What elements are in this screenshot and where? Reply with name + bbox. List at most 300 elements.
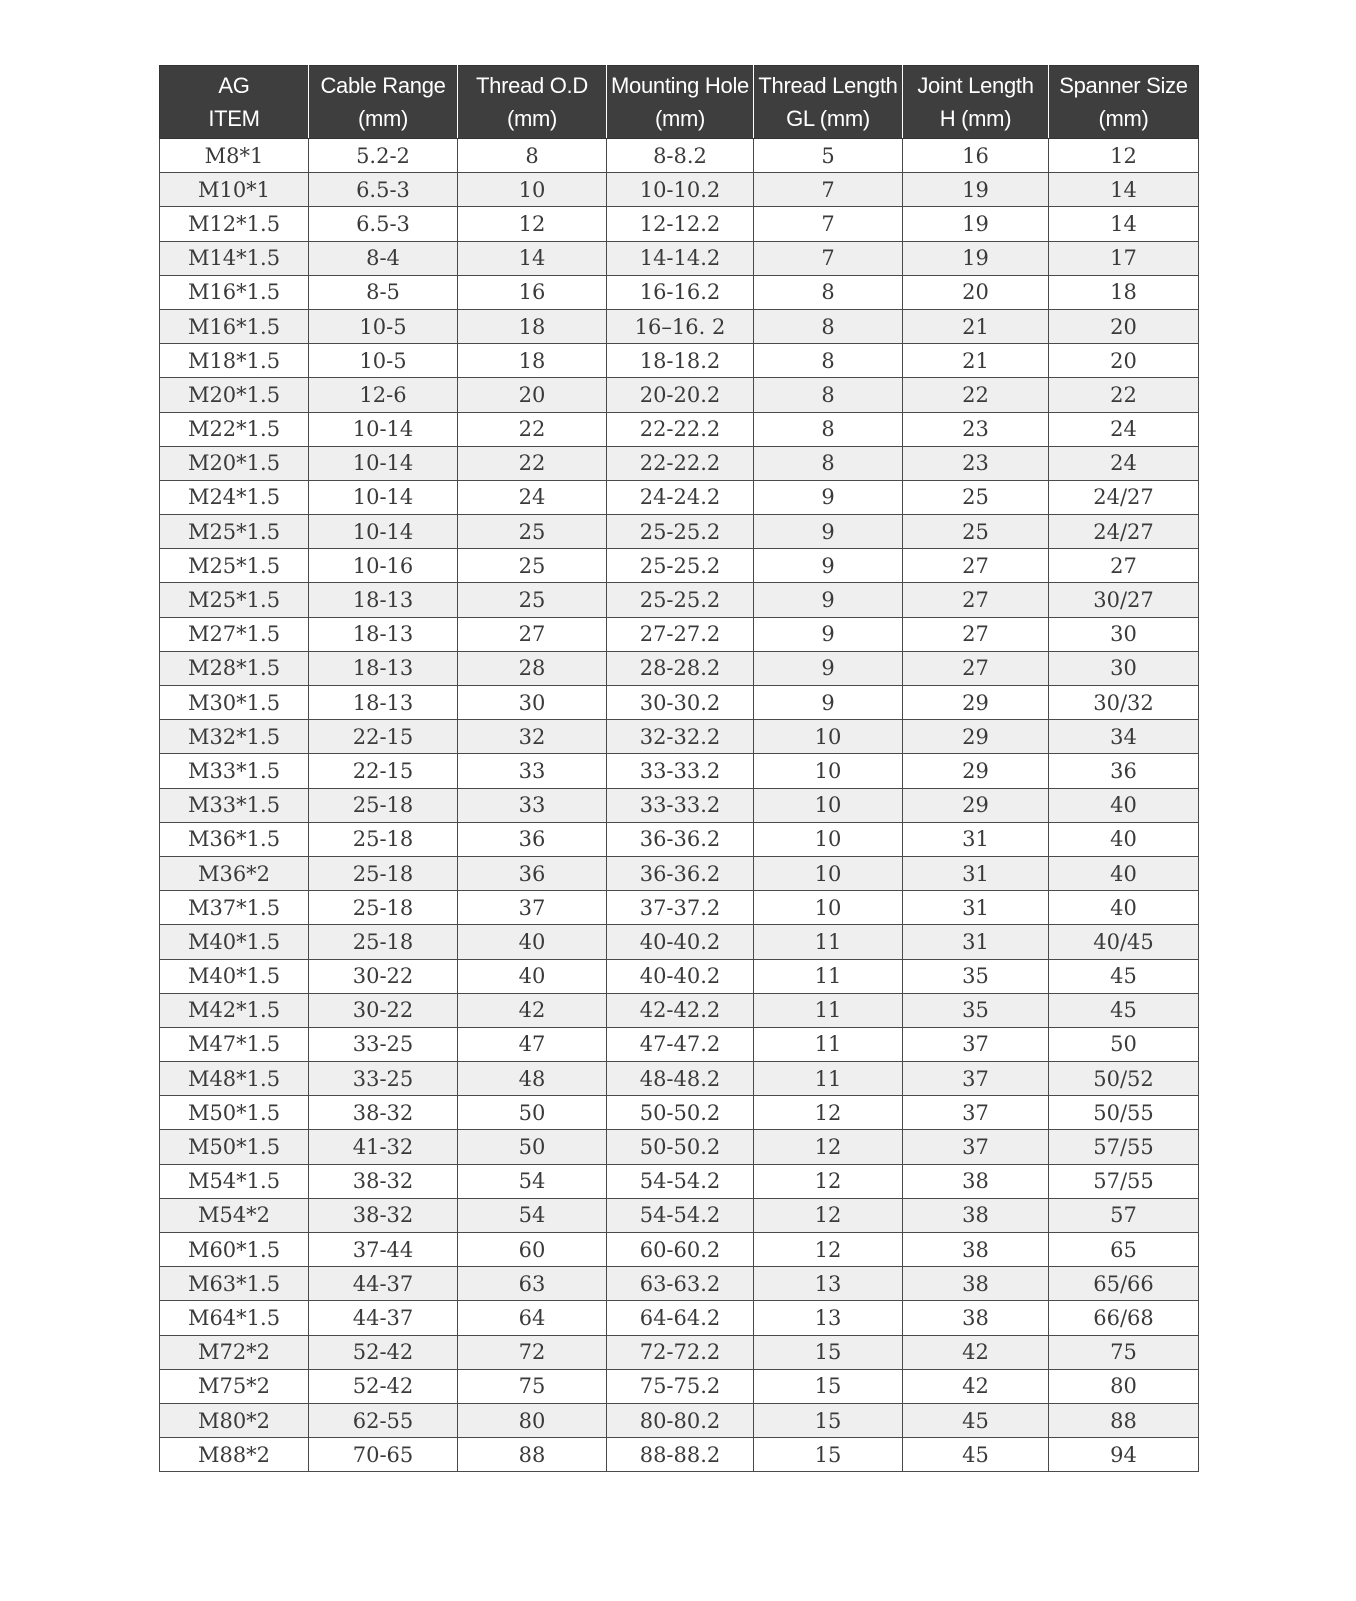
table-cell-joint-length: 29 bbox=[903, 788, 1049, 822]
column-header-line: Cable Range bbox=[320, 73, 446, 98]
table-cell-thread-od: 88 bbox=[458, 1438, 607, 1472]
table-cell-mounting-hole: 16–16. 2 bbox=[607, 309, 754, 343]
table-cell-joint-length: 35 bbox=[903, 993, 1049, 1027]
table-cell-cable-range: 8-5 bbox=[309, 275, 458, 309]
table-cell-joint-length: 19 bbox=[903, 173, 1049, 207]
table-cell-mounting-hole: 50-50.2 bbox=[607, 1130, 754, 1164]
table-cell-spanner-size: 30/32 bbox=[1049, 686, 1199, 720]
table-cell-thread-length: 11 bbox=[754, 925, 903, 959]
table-cell-item: M75*2 bbox=[160, 1369, 309, 1403]
table-cell-thread-length: 12 bbox=[754, 1233, 903, 1267]
table-cell-mounting-hole: 33-33.2 bbox=[607, 754, 754, 788]
table-cell-joint-length: 45 bbox=[903, 1438, 1049, 1472]
table-row bbox=[160, 1027, 1199, 1061]
table-cell-thread-od: 12 bbox=[458, 207, 607, 241]
table-cell-cable-range: 10-16 bbox=[309, 549, 458, 583]
table-cell-cable-range: 18-13 bbox=[309, 686, 458, 720]
column-header-spanner-size bbox=[1049, 66, 1199, 139]
table-cell-cable-range: 33-25 bbox=[309, 1027, 458, 1061]
table-cell-joint-length: 37 bbox=[903, 1062, 1049, 1096]
table-body bbox=[160, 139, 1199, 1472]
table-row bbox=[160, 344, 1199, 378]
table-cell-item: M54*1.5 bbox=[160, 1164, 309, 1198]
table-cell-cable-range: 41-32 bbox=[309, 1130, 458, 1164]
table-cell-thread-length: 9 bbox=[754, 651, 903, 685]
table-cell-joint-length: 25 bbox=[903, 515, 1049, 549]
table-cell-spanner-size: 30 bbox=[1049, 651, 1199, 685]
table-cell-joint-length: 29 bbox=[903, 686, 1049, 720]
table-cell-thread-length: 8 bbox=[754, 275, 903, 309]
table-cell-joint-length: 23 bbox=[903, 412, 1049, 446]
table-cell-cable-range: 12-6 bbox=[309, 378, 458, 412]
table-row bbox=[160, 275, 1199, 309]
column-header-line: Thread O.D bbox=[476, 73, 588, 98]
table-cell-thread-od: 22 bbox=[458, 412, 607, 446]
table-row bbox=[160, 1301, 1199, 1335]
table-cell-spanner-size: 17 bbox=[1049, 241, 1199, 275]
table-cell-cable-range: 8-4 bbox=[309, 241, 458, 275]
table-cell-cable-range: 44-37 bbox=[309, 1301, 458, 1335]
table-cell-mounting-hole: 32-32.2 bbox=[607, 720, 754, 754]
table-cell-item: M32*1.5 bbox=[160, 720, 309, 754]
table-cell-thread-length: 7 bbox=[754, 241, 903, 275]
table-row bbox=[160, 822, 1199, 856]
table-cell-item: M20*1.5 bbox=[160, 446, 309, 480]
table-cell-item: M80*2 bbox=[160, 1403, 309, 1437]
table-cell-cable-range: 25-18 bbox=[309, 891, 458, 925]
table-row bbox=[160, 1403, 1199, 1437]
table-cell-cable-range: 52-42 bbox=[309, 1369, 458, 1403]
table-cell-spanner-size: 40 bbox=[1049, 788, 1199, 822]
table-row bbox=[160, 617, 1199, 651]
table-cell-thread-od: 40 bbox=[458, 925, 607, 959]
column-header-line: ITEM bbox=[208, 106, 260, 131]
table-cell-mounting-hole: 22-22.2 bbox=[607, 446, 754, 480]
table-cell-thread-od: 18 bbox=[458, 309, 607, 343]
table-cell-spanner-size: 12 bbox=[1049, 139, 1199, 173]
table-cell-item: M27*1.5 bbox=[160, 617, 309, 651]
column-header-thread-length bbox=[754, 66, 903, 139]
table-cell-thread-length: 11 bbox=[754, 1062, 903, 1096]
table-cell-thread-od: 10 bbox=[458, 173, 607, 207]
table-cell-cable-range: 30-22 bbox=[309, 993, 458, 1027]
column-header-thread-od bbox=[458, 66, 607, 139]
table-cell-mounting-hole: 22-22.2 bbox=[607, 412, 754, 446]
table-cell-item: M54*2 bbox=[160, 1198, 309, 1232]
table-cell-cable-range: 10-14 bbox=[309, 515, 458, 549]
table-cell-spanner-size: 88 bbox=[1049, 1403, 1199, 1437]
cable-gland-spec-table bbox=[159, 65, 1199, 1472]
table-cell-cable-range: 25-18 bbox=[309, 822, 458, 856]
table-row bbox=[160, 1164, 1199, 1198]
table-cell-joint-length: 29 bbox=[903, 720, 1049, 754]
table-cell-thread-od: 75 bbox=[458, 1369, 607, 1403]
table-cell-spanner-size: 24/27 bbox=[1049, 515, 1199, 549]
column-header-line: (mm) bbox=[654, 106, 706, 131]
table-cell-joint-length: 38 bbox=[903, 1198, 1049, 1232]
table-cell-item: M40*1.5 bbox=[160, 959, 309, 993]
table-cell-cable-range: 52-42 bbox=[309, 1335, 458, 1369]
column-header-line: Thread Length bbox=[758, 73, 898, 98]
table-cell-spanner-size: 45 bbox=[1049, 959, 1199, 993]
table-cell-thread-length: 8 bbox=[754, 309, 903, 343]
table-row bbox=[160, 583, 1199, 617]
table-cell-thread-length: 12 bbox=[754, 1164, 903, 1198]
table-cell-mounting-hole: 25-25.2 bbox=[607, 549, 754, 583]
table-cell-thread-od: 14 bbox=[458, 241, 607, 275]
table-cell-mounting-hole: 60-60.2 bbox=[607, 1233, 754, 1267]
table-cell-spanner-size: 30 bbox=[1049, 617, 1199, 651]
table-cell-mounting-hole: 18-18.2 bbox=[607, 344, 754, 378]
table-cell-thread-length: 8 bbox=[754, 378, 903, 412]
table-row bbox=[160, 515, 1199, 549]
column-header-line: Joint Length bbox=[917, 73, 1034, 98]
table-cell-thread-length: 10 bbox=[754, 891, 903, 925]
column-header-line: (mm) bbox=[506, 106, 558, 131]
table-cell-mounting-hole: 88-88.2 bbox=[607, 1438, 754, 1472]
table-cell-thread-length: 12 bbox=[754, 1130, 903, 1164]
table-cell-item: M16*1.5 bbox=[160, 309, 309, 343]
table-cell-mounting-hole: 47-47.2 bbox=[607, 1027, 754, 1061]
table-cell-joint-length: 31 bbox=[903, 891, 1049, 925]
table-cell-cable-range: 25-18 bbox=[309, 856, 458, 890]
table-row bbox=[160, 1335, 1199, 1369]
column-header-cable-range bbox=[309, 66, 458, 139]
table-row bbox=[160, 446, 1199, 480]
table-cell-cable-range: 18-13 bbox=[309, 583, 458, 617]
table-cell-item: M72*2 bbox=[160, 1335, 309, 1369]
table-cell-joint-length: 23 bbox=[903, 446, 1049, 480]
table-cell-mounting-hole: 72-72.2 bbox=[607, 1335, 754, 1369]
table-cell-spanner-size: 20 bbox=[1049, 309, 1199, 343]
table-cell-spanner-size: 18 bbox=[1049, 275, 1199, 309]
table-cell-thread-length: 13 bbox=[754, 1267, 903, 1301]
table-row bbox=[160, 412, 1199, 446]
table-row bbox=[160, 139, 1199, 173]
table-cell-thread-od: 54 bbox=[458, 1164, 607, 1198]
table-cell-spanner-size: 22 bbox=[1049, 378, 1199, 412]
table-cell-joint-length: 16 bbox=[903, 139, 1049, 173]
table-row bbox=[160, 378, 1199, 412]
table-row bbox=[160, 207, 1199, 241]
table-cell-joint-length: 27 bbox=[903, 617, 1049, 651]
table-cell-mounting-hole: 8-8.2 bbox=[607, 139, 754, 173]
table-cell-joint-length: 45 bbox=[903, 1403, 1049, 1437]
table-cell-mounting-hole: 48-48.2 bbox=[607, 1062, 754, 1096]
table-cell-joint-length: 38 bbox=[903, 1164, 1049, 1198]
column-header-item bbox=[160, 66, 309, 139]
table-cell-cable-range: 18-13 bbox=[309, 651, 458, 685]
table-cell-spanner-size: 80 bbox=[1049, 1369, 1199, 1403]
table-row bbox=[160, 856, 1199, 890]
table-cell-mounting-hole: 25-25.2 bbox=[607, 583, 754, 617]
table-cell-thread-od: 8 bbox=[458, 139, 607, 173]
table-cell-thread-od: 16 bbox=[458, 275, 607, 309]
table-cell-cable-range: 10-14 bbox=[309, 446, 458, 480]
table-cell-thread-length: 8 bbox=[754, 344, 903, 378]
table-row bbox=[160, 480, 1199, 514]
table-cell-thread-length: 11 bbox=[754, 993, 903, 1027]
table-cell-joint-length: 20 bbox=[903, 275, 1049, 309]
table-cell-thread-od: 54 bbox=[458, 1198, 607, 1232]
table-row bbox=[160, 651, 1199, 685]
table-cell-spanner-size: 27 bbox=[1049, 549, 1199, 583]
table-cell-joint-length: 38 bbox=[903, 1233, 1049, 1267]
column-header-line: H (mm) bbox=[939, 106, 1012, 131]
table-cell-joint-length: 31 bbox=[903, 822, 1049, 856]
table-cell-joint-length: 37 bbox=[903, 1096, 1049, 1130]
table-cell-spanner-size: 66/68 bbox=[1049, 1301, 1199, 1335]
table-cell-item: M63*1.5 bbox=[160, 1267, 309, 1301]
column-header-mounting-hole bbox=[607, 66, 754, 139]
table-cell-thread-length: 7 bbox=[754, 207, 903, 241]
table-cell-joint-length: 31 bbox=[903, 925, 1049, 959]
table-cell-spanner-size: 75 bbox=[1049, 1335, 1199, 1369]
table-cell-thread-od: 28 bbox=[458, 651, 607, 685]
table-cell-item: M42*1.5 bbox=[160, 993, 309, 1027]
table-row bbox=[160, 1062, 1199, 1096]
table-cell-thread-length: 9 bbox=[754, 686, 903, 720]
table-cell-cable-range: 18-13 bbox=[309, 617, 458, 651]
table-row bbox=[160, 1438, 1199, 1472]
table-cell-mounting-hole: 54-54.2 bbox=[607, 1164, 754, 1198]
table-cell-cable-range: 10-5 bbox=[309, 344, 458, 378]
table-cell-joint-length: 37 bbox=[903, 1027, 1049, 1061]
table-cell-thread-od: 27 bbox=[458, 617, 607, 651]
table-row bbox=[160, 788, 1199, 822]
table-cell-spanner-size: 50/52 bbox=[1049, 1062, 1199, 1096]
table-cell-mounting-hole: 28-28.2 bbox=[607, 651, 754, 685]
table-cell-thread-length: 13 bbox=[754, 1301, 903, 1335]
table-cell-spanner-size: 45 bbox=[1049, 993, 1199, 1027]
table-cell-cable-range: 30-22 bbox=[309, 959, 458, 993]
table-cell-item: M37*1.5 bbox=[160, 891, 309, 925]
table-cell-mounting-hole: 12-12.2 bbox=[607, 207, 754, 241]
table-cell-spanner-size: 30/27 bbox=[1049, 583, 1199, 617]
column-header-line: AG bbox=[218, 73, 250, 98]
table-cell-spanner-size: 24 bbox=[1049, 446, 1199, 480]
table-cell-thread-length: 15 bbox=[754, 1335, 903, 1369]
table-cell-spanner-size: 40 bbox=[1049, 856, 1199, 890]
table-cell-joint-length: 21 bbox=[903, 344, 1049, 378]
table-cell-cable-range: 25-18 bbox=[309, 788, 458, 822]
table-cell-thread-length: 10 bbox=[754, 822, 903, 856]
table-cell-mounting-hole: 80-80.2 bbox=[607, 1403, 754, 1437]
table-cell-joint-length: 25 bbox=[903, 480, 1049, 514]
table-cell-thread-length: 9 bbox=[754, 480, 903, 514]
table-cell-spanner-size: 94 bbox=[1049, 1438, 1199, 1472]
table-cell-cable-range: 38-32 bbox=[309, 1198, 458, 1232]
table-cell-thread-length: 15 bbox=[754, 1369, 903, 1403]
table-cell-mounting-hole: 25-25.2 bbox=[607, 515, 754, 549]
table-cell-cable-range: 6.5-3 bbox=[309, 207, 458, 241]
table-cell-item: M25*1.5 bbox=[160, 549, 309, 583]
table-cell-mounting-hole: 33-33.2 bbox=[607, 788, 754, 822]
column-header-line: Spanner Size bbox=[1059, 73, 1188, 98]
table-cell-item: M64*1.5 bbox=[160, 1301, 309, 1335]
table-cell-spanner-size: 50 bbox=[1049, 1027, 1199, 1061]
table-cell-spanner-size: 65/66 bbox=[1049, 1267, 1199, 1301]
table-cell-mounting-hole: 36-36.2 bbox=[607, 822, 754, 856]
table-row bbox=[160, 1233, 1199, 1267]
table-cell-thread-od: 20 bbox=[458, 378, 607, 412]
table-cell-mounting-hole: 75-75.2 bbox=[607, 1369, 754, 1403]
table-cell-spanner-size: 14 bbox=[1049, 207, 1199, 241]
table-cell-item: M22*1.5 bbox=[160, 412, 309, 446]
table-row bbox=[160, 891, 1199, 925]
table-cell-thread-od: 47 bbox=[458, 1027, 607, 1061]
table-cell-thread-length: 8 bbox=[754, 446, 903, 480]
table-cell-item: M12*1.5 bbox=[160, 207, 309, 241]
table-cell-joint-length: 37 bbox=[903, 1130, 1049, 1164]
table-cell-thread-length: 15 bbox=[754, 1438, 903, 1472]
table-cell-thread-od: 48 bbox=[458, 1062, 607, 1096]
table-cell-item: M36*1.5 bbox=[160, 822, 309, 856]
table-cell-cable-range: 25-18 bbox=[309, 925, 458, 959]
table-cell-cable-range: 5.2-2 bbox=[309, 139, 458, 173]
table-cell-mounting-hole: 40-40.2 bbox=[607, 959, 754, 993]
table-cell-item: M10*1 bbox=[160, 173, 309, 207]
table-cell-item: M33*1.5 bbox=[160, 788, 309, 822]
table-cell-thread-length: 5 bbox=[754, 139, 903, 173]
table-cell-item: M47*1.5 bbox=[160, 1027, 309, 1061]
table-cell-cable-range: 70-65 bbox=[309, 1438, 458, 1472]
table-row bbox=[160, 686, 1199, 720]
table-row bbox=[160, 1130, 1199, 1164]
table-row bbox=[160, 241, 1199, 275]
table-cell-thread-od: 36 bbox=[458, 822, 607, 856]
table-cell-spanner-size: 24 bbox=[1049, 412, 1199, 446]
table-cell-cable-range: 22-15 bbox=[309, 720, 458, 754]
table-cell-spanner-size: 34 bbox=[1049, 720, 1199, 754]
table-cell-item: M20*1.5 bbox=[160, 378, 309, 412]
header-row bbox=[160, 66, 1199, 139]
table-cell-spanner-size: 20 bbox=[1049, 344, 1199, 378]
table-cell-mounting-hole: 40-40.2 bbox=[607, 925, 754, 959]
table-cell-mounting-hole: 50-50.2 bbox=[607, 1096, 754, 1130]
table-cell-mounting-hole: 16-16.2 bbox=[607, 275, 754, 309]
table-cell-thread-od: 32 bbox=[458, 720, 607, 754]
table-cell-item: M36*2 bbox=[160, 856, 309, 890]
column-header-line: GL (mm) bbox=[786, 106, 870, 131]
table-cell-thread-length: 12 bbox=[754, 1096, 903, 1130]
table-cell-thread-od: 60 bbox=[458, 1233, 607, 1267]
table-cell-cable-range: 10-14 bbox=[309, 412, 458, 446]
table-cell-thread-od: 40 bbox=[458, 959, 607, 993]
table-cell-mounting-hole: 64-64.2 bbox=[607, 1301, 754, 1335]
table-cell-thread-od: 33 bbox=[458, 754, 607, 788]
table-cell-cable-range: 33-25 bbox=[309, 1062, 458, 1096]
table-cell-item: M24*1.5 bbox=[160, 480, 309, 514]
table-cell-thread-od: 42 bbox=[458, 993, 607, 1027]
table-cell-item: M60*1.5 bbox=[160, 1233, 309, 1267]
table-cell-thread-length: 9 bbox=[754, 549, 903, 583]
table-cell-mounting-hole: 24-24.2 bbox=[607, 480, 754, 514]
table-cell-spanner-size: 14 bbox=[1049, 173, 1199, 207]
table-cell-joint-length: 19 bbox=[903, 241, 1049, 275]
table-cell-spanner-size: 65 bbox=[1049, 1233, 1199, 1267]
table-cell-spanner-size: 57/55 bbox=[1049, 1130, 1199, 1164]
table-cell-cable-range: 62-55 bbox=[309, 1403, 458, 1437]
column-header-line: (mm) bbox=[1098, 106, 1149, 131]
table-cell-cable-range: 6.5-3 bbox=[309, 173, 458, 207]
table-cell-thread-od: 25 bbox=[458, 549, 607, 583]
table-cell-spanner-size: 36 bbox=[1049, 754, 1199, 788]
table-cell-joint-length: 19 bbox=[903, 207, 1049, 241]
table-cell-thread-od: 30 bbox=[458, 686, 607, 720]
table-cell-cable-range: 22-15 bbox=[309, 754, 458, 788]
table-cell-thread-length: 12 bbox=[754, 1198, 903, 1232]
table-cell-cable-range: 10-14 bbox=[309, 480, 458, 514]
table-cell-cable-range: 38-32 bbox=[309, 1164, 458, 1198]
table-row bbox=[160, 1369, 1199, 1403]
table-cell-cable-range: 38-32 bbox=[309, 1096, 458, 1130]
table-cell-thread-length: 9 bbox=[754, 583, 903, 617]
table-cell-thread-od: 22 bbox=[458, 446, 607, 480]
table-cell-thread-od: 24 bbox=[458, 480, 607, 514]
table-row bbox=[160, 1198, 1199, 1232]
table-cell-mounting-hole: 27-27.2 bbox=[607, 617, 754, 651]
table-cell-thread-od: 72 bbox=[458, 1335, 607, 1369]
table-row bbox=[160, 309, 1199, 343]
table-cell-item: M50*1.5 bbox=[160, 1096, 309, 1130]
table-cell-thread-od: 25 bbox=[458, 515, 607, 549]
table-cell-thread-length: 10 bbox=[754, 720, 903, 754]
table-cell-item: M40*1.5 bbox=[160, 925, 309, 959]
table-cell-joint-length: 42 bbox=[903, 1335, 1049, 1369]
table-cell-thread-length: 11 bbox=[754, 959, 903, 993]
table-cell-mounting-hole: 20-20.2 bbox=[607, 378, 754, 412]
table-cell-mounting-hole: 63-63.2 bbox=[607, 1267, 754, 1301]
table-cell-item: M14*1.5 bbox=[160, 241, 309, 275]
table-cell-mounting-hole: 30-30.2 bbox=[607, 686, 754, 720]
table-cell-joint-length: 22 bbox=[903, 378, 1049, 412]
table-cell-thread-od: 50 bbox=[458, 1096, 607, 1130]
table-cell-thread-od: 18 bbox=[458, 344, 607, 378]
table-cell-spanner-size: 57/55 bbox=[1049, 1164, 1199, 1198]
table-cell-cable-range: 10-5 bbox=[309, 309, 458, 343]
table-cell-joint-length: 38 bbox=[903, 1301, 1049, 1335]
table-cell-thread-od: 50 bbox=[458, 1130, 607, 1164]
table-cell-thread-length: 15 bbox=[754, 1403, 903, 1437]
table-cell-thread-length: 11 bbox=[754, 1027, 903, 1061]
table-cell-mounting-hole: 54-54.2 bbox=[607, 1198, 754, 1232]
table-cell-spanner-size: 57 bbox=[1049, 1198, 1199, 1232]
table-cell-spanner-size: 40/45 bbox=[1049, 925, 1199, 959]
table-cell-thread-length: 9 bbox=[754, 515, 903, 549]
table-cell-item: M16*1.5 bbox=[160, 275, 309, 309]
table-cell-thread-od: 36 bbox=[458, 856, 607, 890]
table-cell-joint-length: 31 bbox=[903, 856, 1049, 890]
table-row bbox=[160, 754, 1199, 788]
table-cell-thread-od: 80 bbox=[458, 1403, 607, 1437]
table-cell-spanner-size: 50/55 bbox=[1049, 1096, 1199, 1130]
table-cell-thread-length: 8 bbox=[754, 412, 903, 446]
table-cell-joint-length: 42 bbox=[903, 1369, 1049, 1403]
table-cell-spanner-size: 40 bbox=[1049, 891, 1199, 925]
table-cell-thread-od: 37 bbox=[458, 891, 607, 925]
table-cell-joint-length: 38 bbox=[903, 1267, 1049, 1301]
table-cell-thread-od: 63 bbox=[458, 1267, 607, 1301]
column-header-line: Mounting Hole bbox=[611, 73, 749, 98]
table-row bbox=[160, 720, 1199, 754]
table-cell-item: M48*1.5 bbox=[160, 1062, 309, 1096]
table-row bbox=[160, 1267, 1199, 1301]
table-cell-item: M25*1.5 bbox=[160, 515, 309, 549]
table-row bbox=[160, 993, 1199, 1027]
table-cell-joint-length: 35 bbox=[903, 959, 1049, 993]
table-row bbox=[160, 1096, 1199, 1130]
